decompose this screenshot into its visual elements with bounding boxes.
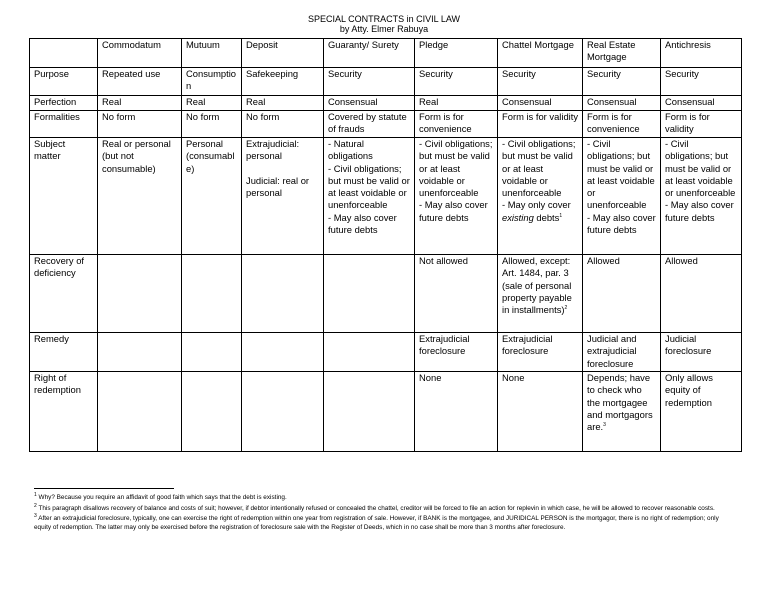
table-cell: Security <box>583 68 661 96</box>
header-cell: Antichresis <box>661 39 742 68</box>
table-cell: None <box>498 372 583 452</box>
table-row-redemption <box>30 372 742 452</box>
table-row-perfection <box>30 96 742 111</box>
header-row <box>30 39 742 68</box>
table-cell: Extrajudicial foreclosure <box>498 333 583 372</box>
footnote-mark: 1 <box>34 491 37 498</box>
footnote-text: After an extrajudicial foreclosure, typically, one can exercise the right of redemption within one year from registration of sale. However, if BANK is the mortgagee, and JURIDICAL PERSON is the mortgagor, there is no right of redemption; only equity of redemption. The latter may only be exercised before the registration of foreclosure sale with the Register of Deeds, which in no case shall be more than 3 months after foreclosure. <box>34 515 719 531</box>
table-row-formalities <box>30 111 742 138</box>
table-cell: Form is for validity <box>661 111 742 138</box>
table-cell <box>182 255 242 333</box>
table-row-remedy <box>30 333 742 372</box>
document-author: by Atty. Elmer Rabuya <box>339 24 429 34</box>
table-cell: None <box>415 372 498 452</box>
table-cell: Real or personal (but not consumable) <box>98 138 182 255</box>
table-cell: No form <box>242 111 324 138</box>
table-cell-chattel-subject <box>498 138 583 255</box>
header-cell <box>30 39 98 68</box>
footnote-text: Why? Because you require an affidavit of good faith which says that the debt is existing. <box>36 494 287 501</box>
table-cell: Consensual <box>661 96 742 111</box>
table-cell: - Civil obligations; but must be valid or at least voidable or unenforceable - May also cover future debts <box>583 138 661 255</box>
table-row-recovery <box>30 255 742 333</box>
deposit-judicial: Judicial: real or personal <box>246 174 310 199</box>
table-cell: No form <box>182 111 242 138</box>
footnote-text: This paragraph disallows recovery of balance and costs of suit; however, if debtor intentionally refused or concealed the chattel, creditor will be forced to file an action for replevin in which case, he will be allowed to recover reasonable costs. <box>36 504 715 512</box>
table-cell: Real <box>98 96 182 111</box>
table-cell: Extrajudicial foreclosure <box>415 333 498 372</box>
footnote-mark: 3 <box>34 513 37 520</box>
table-cell: Real <box>182 96 242 111</box>
table-cell: Covered by statute of frauds <box>324 111 415 138</box>
footnote-3 <box>34 515 734 532</box>
table-cell <box>324 255 415 333</box>
row-label: Subject matter <box>30 138 98 255</box>
table-cell: Safekeeping <box>242 68 324 96</box>
table-cell: No form <box>98 111 182 138</box>
footnote-1 <box>34 491 734 503</box>
footnote-ref-2[interactable]: 2 <box>564 305 568 312</box>
table-cell <box>98 372 182 452</box>
table-cell: Real <box>415 96 498 111</box>
table-cell <box>98 255 182 333</box>
deposit-extrajudicial: Extrajudicial: personal <box>246 138 300 162</box>
footnote-ref-1[interactable]: 1 <box>559 212 563 219</box>
table-cell: Personal (consumable) <box>182 138 242 255</box>
document-title-block <box>0 14 768 34</box>
table-cell: Form is for convenience <box>583 111 661 138</box>
table-cell: Allowed <box>583 255 661 333</box>
table-row-purpose <box>30 68 742 96</box>
rem-redemption-text: Depends; have to check who the mortgagee and mortgagors are. <box>587 372 653 433</box>
table-cell: Repeated use <box>98 68 182 96</box>
table-row-subject-matter <box>30 138 742 255</box>
table-cell <box>242 333 324 372</box>
table-cell-deposit-subject <box>242 138 324 255</box>
header-cell: Deposit <box>242 39 324 68</box>
table-cell: Allowed <box>661 255 742 333</box>
table-cell: Judicial foreclosure <box>661 333 742 372</box>
existing-word: existing <box>502 211 534 223</box>
chattel-recovery-text: Allowed, except: Art. 1484, par. 3 (sale of personal property payable in installments) <box>502 255 572 316</box>
row-label: Perfection <box>30 96 98 111</box>
table-cell: Form is for validity <box>498 111 583 138</box>
table-cell: Security <box>324 68 415 96</box>
table-cell: Consumption <box>182 68 242 96</box>
chattel-subject-text: - Civil obligations; but must be valid or at least voidable or unenforceable - May only cover <box>502 138 576 211</box>
footnotes <box>34 491 734 534</box>
table-cell: Consensual <box>324 96 415 111</box>
table-cell <box>182 372 242 452</box>
document-title: SPECIAL CONTRACTS in CIVIL LAW <box>307 14 461 24</box>
footnote-separator <box>34 488 174 489</box>
chattel-debts-word: debts <box>533 211 560 223</box>
table-cell: Security <box>498 68 583 96</box>
table-cell <box>324 372 415 452</box>
header-cell: Mutuum <box>182 39 242 68</box>
table-cell: - Civil obligations; but must be valid or at least voidable or unenforceable - May also cover future debts <box>415 138 498 255</box>
row-label: Recovery of deficiency <box>30 255 98 333</box>
header-cell: Real Estate Mortgage <box>583 39 661 68</box>
footnote-mark: 2 <box>34 502 37 509</box>
table-cell: Only allows equity of redemption <box>661 372 742 452</box>
table-cell <box>182 333 242 372</box>
table-cell <box>98 333 182 372</box>
table-cell: - Civil obligations; but must be valid or at least voidable or unenforceable - May also cover future debts <box>661 138 742 255</box>
row-label: Right of redemption <box>30 372 98 452</box>
row-label: Purpose <box>30 68 98 96</box>
table-cell: Security <box>415 68 498 96</box>
row-label: Formalities <box>30 111 98 138</box>
table-cell: Consensual <box>583 96 661 111</box>
table-cell-chattel-recovery <box>498 255 583 333</box>
table-cell <box>242 255 324 333</box>
table-cell: Security <box>661 68 742 96</box>
table-cell: Real <box>242 96 324 111</box>
table-cell: - Natural obligations - Civil obligations; but must be valid or at least voidable or unenforceable - May also cover future debts <box>324 138 415 255</box>
table-cell: Not allowed <box>415 255 498 333</box>
comparison-table <box>29 38 742 452</box>
table-cell: Consensual <box>498 96 583 111</box>
footnote-2 <box>34 502 734 514</box>
table-cell: Form is for convenience <box>415 111 498 138</box>
table-cell-rem-redemption <box>583 372 661 452</box>
header-cell: Pledge <box>415 39 498 68</box>
table-cell <box>324 333 415 372</box>
row-label: Remedy <box>30 333 98 372</box>
header-cell: Commodatum <box>98 39 182 68</box>
table-cell: Judicial and extrajudicial foreclosure <box>583 333 661 372</box>
header-cell: Chattel Mortgage <box>498 39 583 68</box>
table-cell <box>242 372 324 452</box>
header-cell: Guaranty/ Surety <box>324 39 415 68</box>
footnote-ref-3[interactable]: 3 <box>603 422 606 429</box>
